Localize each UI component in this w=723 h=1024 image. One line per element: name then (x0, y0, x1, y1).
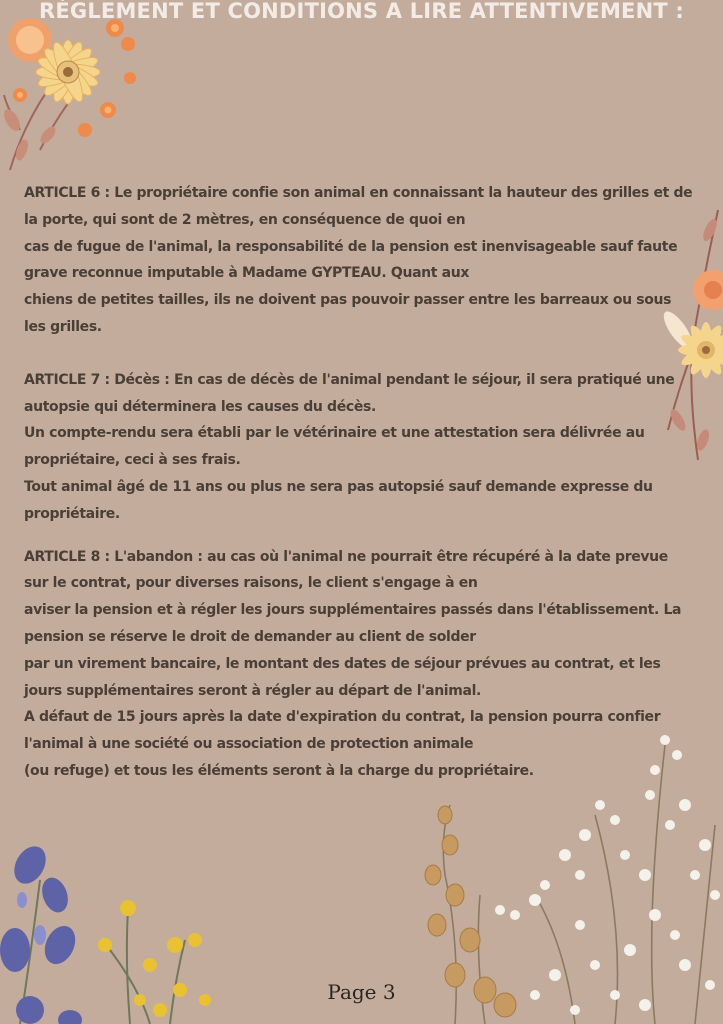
article-8 (24, 544, 709, 785)
article-line: jours supplémentaires seront à régler au départ de l'animal. (24, 682, 482, 699)
article-line: autopsie qui déterminera les causes du décès. (24, 398, 376, 415)
spacer (24, 341, 709, 367)
article-line: propriétaire. (24, 505, 120, 522)
page-number: Page 3 (327, 980, 396, 1004)
article-line: (ou refuge) et tous les éléments seront à la charge du propriétaire. (24, 762, 534, 779)
article-line: aviser la pension et à régler les jours supplémentaires passés dans l'établissement. La (24, 602, 682, 619)
article-line: ARTICLE 7 : Décès : En cas de décès de l'animal pendant le séjour, il sera pratiqué une (24, 371, 675, 388)
article-7 (24, 367, 709, 528)
article-line: Un compte-rendu sera établi par le vétérinaire et une attestation sera délivrée au (24, 425, 645, 442)
article-line: les grilles. (24, 318, 102, 335)
article-line: chiens de petites tailles, ils ne doivent pas pouvoir passer entre les barreaux ou sous (24, 292, 672, 309)
article-line: grave reconnue imputable à Madame GYPTEAU. Quant aux (24, 265, 470, 282)
article-6 (24, 180, 709, 341)
article-line: cas de fugue de l'animal, la responsabilité de la pension est inenvisageable sauf faute (24, 238, 678, 255)
article-line: propriétaire, ceci à ses frais. (24, 452, 241, 469)
flower-cluster-top-left-icon (0, 0, 170, 175)
article-line: Tout animal âgé de 11 ans ou plus ne sera pas autopsié sauf demande expresse du (24, 478, 653, 495)
article-line: l'animal à une société ou association de protection animale (24, 736, 474, 753)
article-line: ARTICLE 6 : Le propriétaire confie son animal en connaissant la hauteur des grilles et de (24, 185, 693, 201)
article-line: pension se réserve le droit de demander au client de solder (24, 628, 476, 645)
page-title: RÈGLEMENT ET CONDITIONS A LIRE ATTENTIVEMENT : (38, 0, 685, 23)
article-line: sur le contrat, pour diverses raisons, le client s'engage à en (24, 575, 478, 592)
rules-content (24, 180, 709, 785)
article-line: ARTICLE 8 : L'abandon : au cas où l'animal ne pourrait être récupéré à la date prevue (24, 548, 668, 565)
article-line: par un virement bancaire, le montant des dates de séjour prévues au contrat, et les (24, 655, 661, 672)
article-line: la porte, qui sont de 2 mètres, en conséquence de quoi en (24, 211, 466, 228)
spacer (24, 528, 709, 544)
article-line: A défaut de 15 jours après la date d'expiration du contrat, la pension pourra confier (24, 709, 661, 726)
